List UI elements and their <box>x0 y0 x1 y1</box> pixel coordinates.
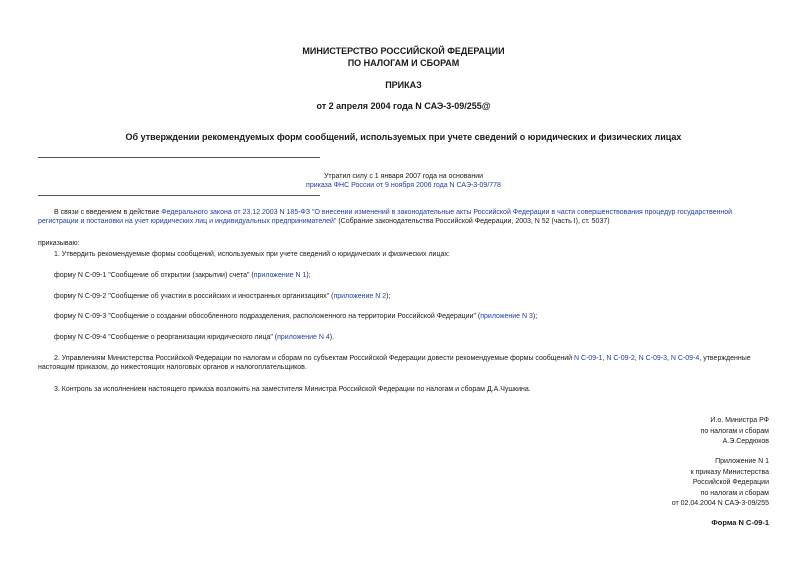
form-item-1: форму N С-09-1 "Сообщение об открытии (закрытии) счета" (приложение N 1); <box>54 272 311 279</box>
appendix-4-link[interactable]: приложение N 4 <box>277 334 330 341</box>
ministry-line-2: ПО НАЛОГАМ И СБОРАМ <box>347 58 460 68</box>
appendix-ref-1: к приказу Министерства <box>690 468 769 476</box>
form-label: Форма N С-09-1 <box>711 518 769 527</box>
item-2: 2. Управлениям Министерства Российской Федерации по налогам и сборам по субъектам Российской Федерации довести рекомендуемые формы сообщений N С-09-1, N С-09-2, N С-09-3, N С-09-4, утвержденные <box>54 355 751 362</box>
preamble-text: В связи с введением в действие <box>54 209 162 216</box>
form-item-3: форму N С-09-3 "Сообщение о создании обособленного подразделения, расположенного на территории Российской Федерации" (приложение N 3); <box>54 313 538 320</box>
signature-title-2: по налогам и сборам <box>700 427 769 435</box>
appendix-ref-4: от 02.04.2004 N САЭ-3-09/255 <box>671 500 769 507</box>
appendix-header <box>672 457 769 510</box>
appendix-number: Приложение N 1 <box>715 458 769 465</box>
repeal-notice <box>0 172 807 190</box>
appendix-1-link[interactable]: приложение N 1 <box>253 272 307 279</box>
doc-date: от 2 апреля 2004 года N САЭ-3-09/255@ <box>316 101 491 111</box>
doc-type: ПРИКАЗ <box>385 80 422 90</box>
repeal-text: Утратил силу с 1 января 2007 года на основании <box>323 173 484 180</box>
signatory-name: А.Э.Сердюков <box>722 438 769 445</box>
federal-law-link[interactable]: Федерального закона от 23.12.2003 N 185-ФЗ "О внесении изменений в законодательные акты Российской Федерации в части совершенствования процедур государственной <box>161 209 733 216</box>
form-c09-2-link[interactable]: N С-09-2 <box>606 355 635 362</box>
preamble-source: (Собрание законодательства Российской Федерации, 2003, N 52 (часть I), ст. 5037) <box>336 218 610 225</box>
appendix-3-link[interactable]: приложение N 3 <box>480 313 533 320</box>
form-c09-1-link[interactable]: N С-09-1 <box>574 355 603 362</box>
preamble <box>38 208 774 217</box>
appendix-ref-2: Российской Федерации <box>692 479 769 486</box>
item-3: 3. Контроль за исполнением настоящего приказа возложить на заместителя Министра Российской Федерации по налогам и сборам Д.А.Чушкина. <box>54 386 531 393</box>
appendix-ref-3: по налогам и сборам <box>700 489 769 497</box>
order-word: приказываю: <box>38 240 80 247</box>
form-c09-4-link[interactable]: N С-09-4 <box>670 355 700 362</box>
appendix-2-link[interactable]: приложение N 2 <box>333 293 387 300</box>
signature-block <box>701 416 769 448</box>
page-title: Об утверждении рекомендуемых форм сообщений, используемых при учете сведений о юридических и физических лицах <box>125 132 682 142</box>
form-c09-3-link[interactable]: N С-09-3 <box>638 355 668 362</box>
signature-title: И.о. Министра РФ <box>710 417 769 424</box>
repeal-link[interactable]: приказа ФНС России от 9 ноября 2006 года N САЭ-3-09/778 <box>306 182 501 189</box>
form-item-4: форму N С-09-4 "Сообщение о реорганизации юридического лица" (приложение N 4). <box>54 334 335 341</box>
divider-bottom <box>38 195 320 196</box>
form-item-2: форму N С-09-2 "Сообщение об участии в российских и иностранных организациях" (приложение N 2); <box>54 293 391 300</box>
item-1: 1. Утвердить рекомендуемые формы сообщений, используемых при учете сведений о юридических и физических лицах: <box>54 251 450 258</box>
federal-law-link-cont[interactable]: регистрации и постановки на учет юридических лиц и индивидуальных предпринимателей" <box>38 218 337 225</box>
item-2-cont: настоящим приказом, до нижестоящих налоговых органов и налогоплательщиков. <box>38 364 307 371</box>
divider-top <box>38 157 320 158</box>
ministry-line-1: МИНИСТЕРСТВО РОССИЙСКОЙ ФЕДЕРАЦИИ <box>302 46 505 56</box>
preamble-cont <box>38 217 774 226</box>
